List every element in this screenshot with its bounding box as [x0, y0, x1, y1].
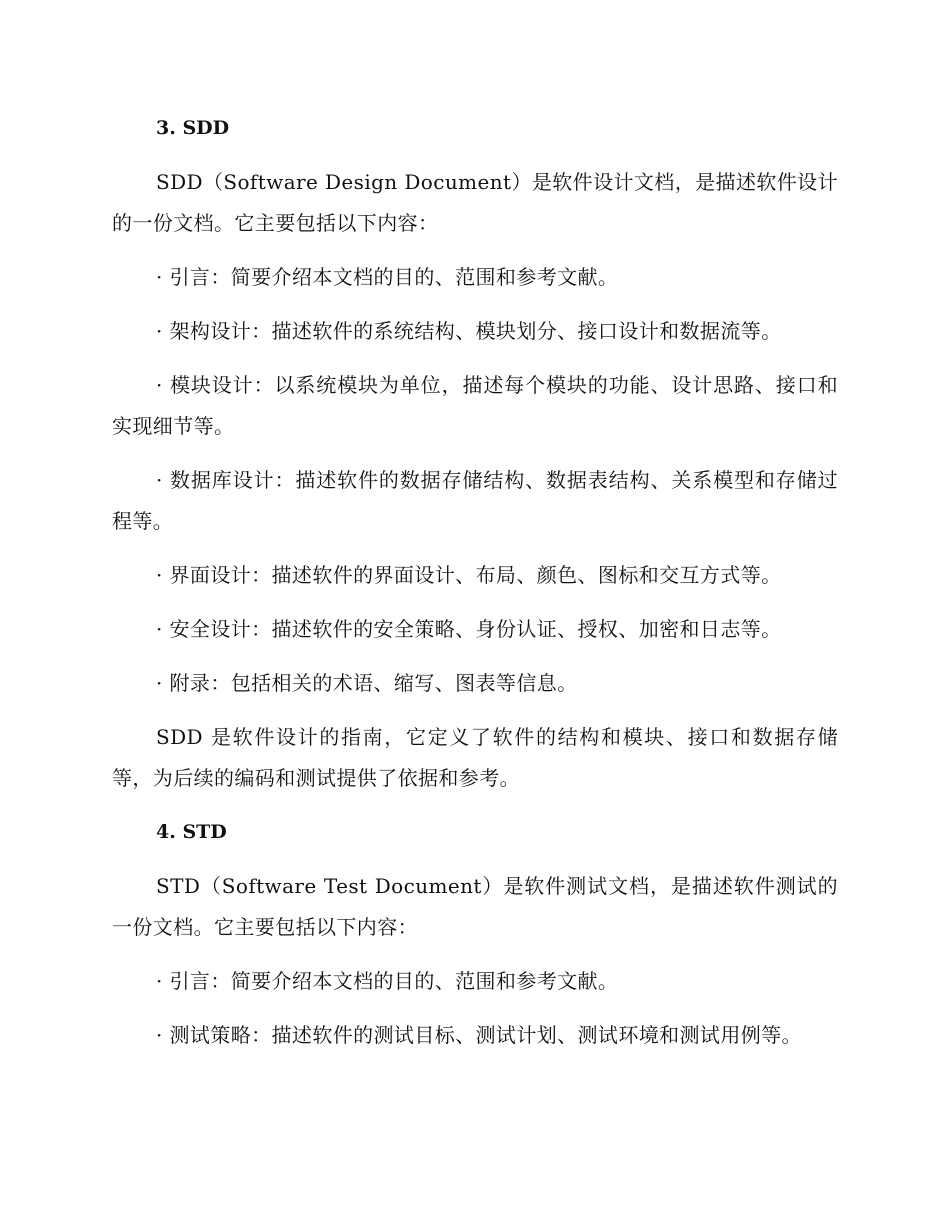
sdd-item-security-design: · 安全设计：描述软件的安全策略、身份认证、授权、加密和日志等。	[156, 617, 782, 641]
std-item-test-strategy: · 测试策略：描述软件的测试目标、测试计划、测试环境和测试用例等。	[156, 1023, 802, 1047]
std-intro-paragraph: STD（Software Test Document）是软件测试文档，是描述软件测试的一份文档。它主要包括以下内容：	[112, 874, 838, 939]
sdd-item-introduction: · 引言：简要介绍本文档的目的、范围和参考文献。	[156, 265, 619, 289]
sdd-summary-paragraph: SDD 是软件设计的指南，它定义了软件的结构和模块、接口和数据存储等，为后续的编码和测试提供了依据和参考。	[112, 725, 838, 790]
std-item-introduction: · 引言：简要介绍本文档的目的、范围和参考文献。	[156, 969, 619, 993]
section-heading-std: 4. STD	[156, 821, 227, 843]
sdd-item-interface-design: · 界面设计：描述软件的界面设计、布局、颜色、图标和交互方式等。	[156, 563, 782, 587]
document-body	[112, 108, 838, 1069]
sdd-intro-paragraph: SDD（Software Design Document）是软件设计文档，是描述软件设计的一份文档。它主要包括以下内容：	[112, 170, 838, 235]
section-heading-sdd: 3. SDD	[156, 117, 230, 139]
sdd-item-module-design: · 模块设计：以系统模块为单位，描述每个模块的功能、设计思路、接口和实现细节等。	[112, 373, 838, 438]
sdd-item-appendix: · 附录：包括相关的术语、缩写、图表等信息。	[156, 671, 578, 695]
sdd-item-architecture: · 架构设计：描述软件的系统结构、模块划分、接口设计和数据流等。	[156, 319, 782, 343]
sdd-item-database-design: · 数据库设计：描述软件的数据存储结构、数据表结构、关系模型和存储过程等。	[112, 468, 838, 533]
